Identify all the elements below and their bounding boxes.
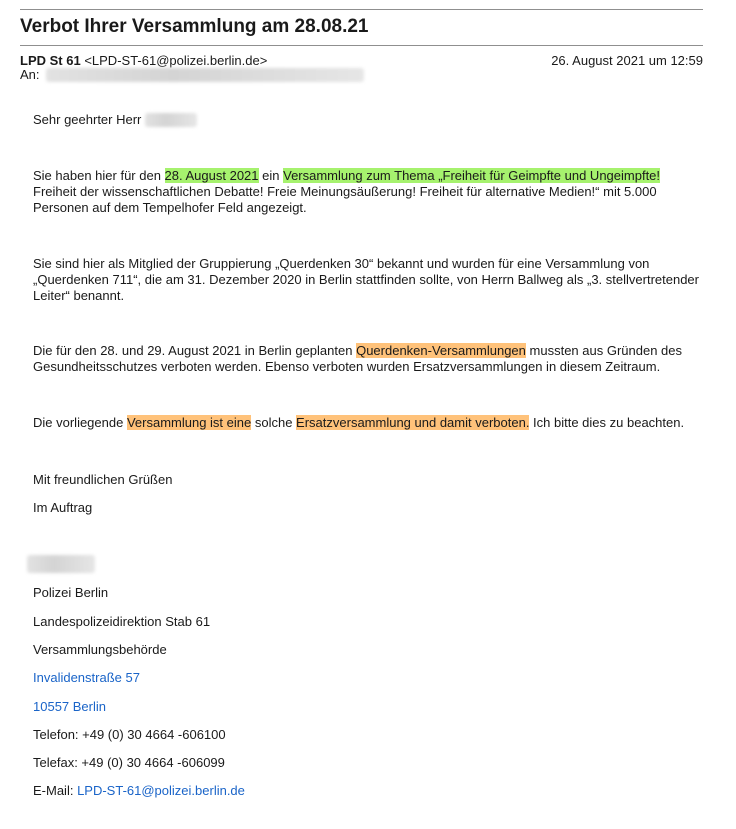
greeting-text: Sehr geehrter Herr [33,112,142,127]
highlight-versammlung: Versammlung ist eine [126,415,252,430]
highlight-date: 28. August 2021 [164,168,259,183]
signature-email-link[interactable]: LPD-ST-61@polizei.berlin.de [77,783,245,798]
sender[interactable] [20,53,267,68]
highlight-ersatz: Ersatzversammlung und damit verboten. [296,415,530,430]
signature-email-row [33,783,703,799]
redacted-signature-name [27,555,95,573]
paragraph-1: Sie haben hier für den 28. August 2021 ein Versammlung zum Thema „Freiheit für Geimpfte und Ungeimpfte! Freiheit der wissenschaftlichen Debatte! Freie Meinungsäußerung! Freiheit für alternative Medien!“ mit 5.000 Personen auf dem Tempelhofer Feld angezeigt. [33,168,661,215]
redacted-recipient [46,68,364,82]
closing: Mit freundlichen Grüßen [33,472,173,487]
paragraph-3: Die für den 28. und 29. August 2021 in Berlin geplanten Querdenken-Versammlungen mussten aus Gründen des Gesundheitsschutzes verboten werden. Ebenso verboten wurden Ersatzversammlungen in diesem Zeitraum. [33,343,682,374]
paragraph-4: Die vorliegende Versammlung ist eine solche Ersatzversammlung und damit verboten. Ich bitte dies zu beachten. [33,415,685,430]
email-date: 26. August 2021 um 12:59 [551,53,703,68]
signature-unit: Landespolizeidirektion Stab 61 [33,614,211,629]
subject-divider [20,45,703,46]
signature-dept: Versammlungsbehörde [33,642,167,657]
sender-name: LPD St 61 [20,53,81,68]
signature-org: Polizei Berlin [33,585,109,600]
signature-fax: Telefax: +49 (0) 30 4664 -606099 [33,755,225,770]
signature-street-link[interactable]: Invalidenstraße 57 [33,670,140,685]
signature-city-link[interactable]: 10557 Berlin [33,699,106,714]
recipient-row [20,67,364,82]
highlight-topic: Versammlung zum Thema „Freiheit für Geimpfte und Ungeimpfte! [283,168,661,183]
to-label: An: [20,67,40,82]
greeting [33,112,703,128]
redacted-name [145,113,197,127]
top-divider [20,9,703,10]
sender-address: <LPD-ST-61@polizei.berlin.de> [84,53,268,68]
paragraph-2: Sie sind hier als Mitglied der Gruppierung „Querdenken 30“ bekannt und wurden für eine Versammlung von „Querdenken 711“, die am 31. Dezember 2020 in Berlin stattfinden sollte, von Herrn Ballweg als „3. stellvertretender Leiter“ benannt. [33,256,699,303]
highlight-querdenken: Querdenken-Versammlungen [356,343,526,358]
im-auftrag: Im Auftrag [33,500,93,515]
email-subject: Verbot Ihrer Versammlung am 28.08.21 [20,16,369,37]
signature-phone: Telefon: +49 (0) 30 4664 -606100 [33,727,226,742]
email-label: E-Mail: [33,783,78,798]
